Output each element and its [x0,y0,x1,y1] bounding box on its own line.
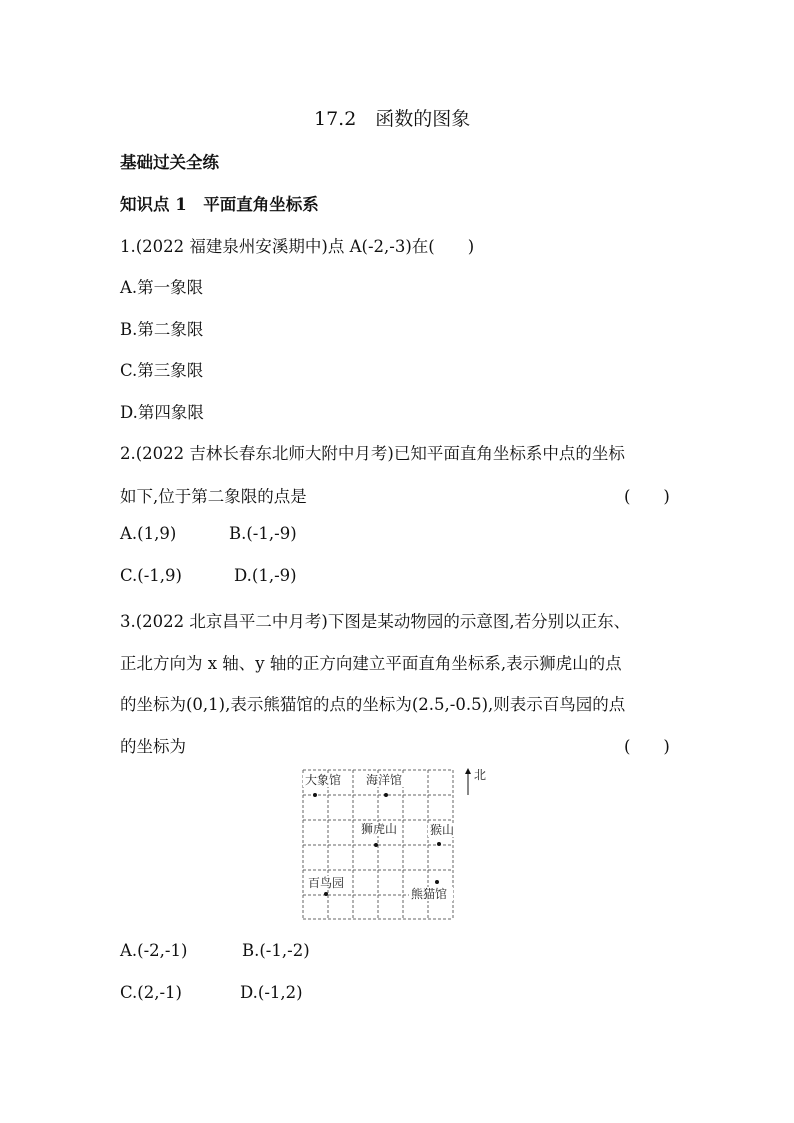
question-3-option-c: C.(2,-1) [120,983,182,1002]
question-3-stem-line-1: 3.(2022 北京昌平二中月考)下图是某动物园的示意图,若分别以正东、 [120,612,631,631]
question-3-option-d: D.(-1,2) [240,983,303,1002]
question-2-option-a: A.(1,9) [120,524,177,543]
ocean-point [384,793,388,797]
map-label-ocean: 海洋馆 [366,773,403,787]
question-2-option-b: B.(-1,-9) [229,524,297,543]
map-label-monkey: 猴山 [430,823,455,837]
map-label-bird: 百鸟园 [308,876,345,890]
question-1-option-b: B.第二象限 [120,320,204,339]
question-1-option-d: D.第四象限 [120,403,204,422]
zoo-map-figure [296,765,496,925]
section-heading: 基础过关全练 [120,153,219,172]
question-1-option-c: C.第三象限 [120,361,204,380]
question-3-stem-line-2: 正北方向为 x 轴、y 轴的正方向建立平面直角坐标系,表示狮虎山的点 [120,654,622,673]
question-3-option-a: A.(-2,-1) [120,941,188,960]
elephant-point [313,793,317,797]
question-2-option-d: D.(1,-9) [234,566,297,585]
question-3-option-b: B.(-1,-2) [242,941,310,960]
panda-point [435,880,439,884]
map-label-elephant: 大象馆 [305,773,342,787]
north-arrow-icon [465,768,471,795]
question-3-answer-paren: ( ) [624,737,670,756]
map-label-lion-tiger: 狮虎山 [361,822,398,836]
bird-point [324,892,328,896]
question-2-option-c: C.(-1,9) [120,566,182,585]
map-label-panda: 熊猫馆 [411,887,448,901]
question-1-option-a: A.第一象限 [120,278,204,297]
question-1-stem: 1.(2022 福建泉州安溪期中)点 A(-2,-3)在( ) [120,237,475,256]
knowledge-point-heading: 知识点 1 平面直角坐标系 [120,195,319,214]
question-2-stem-line-2: 如下,位于第二象限的点是 [120,487,307,506]
north-label: 北 [474,768,487,782]
question-3-stem-line-3: 的坐标为(0,1),表示熊猫馆的点的坐标为(2.5,-0.5),则表示百鸟园的点 [120,695,626,714]
question-3-stem-line-4: 的坐标为 [120,737,186,756]
lion-tiger-point [374,843,378,847]
monkey-point [437,842,441,846]
question-2-answer-paren: ( ) [624,487,670,506]
question-2-stem-line-1: 2.(2022 吉林长春东北师大附中月考)已知平面直角坐标系中点的坐标 [120,444,625,463]
page-title: 17.2 函数的图象 [314,108,471,130]
